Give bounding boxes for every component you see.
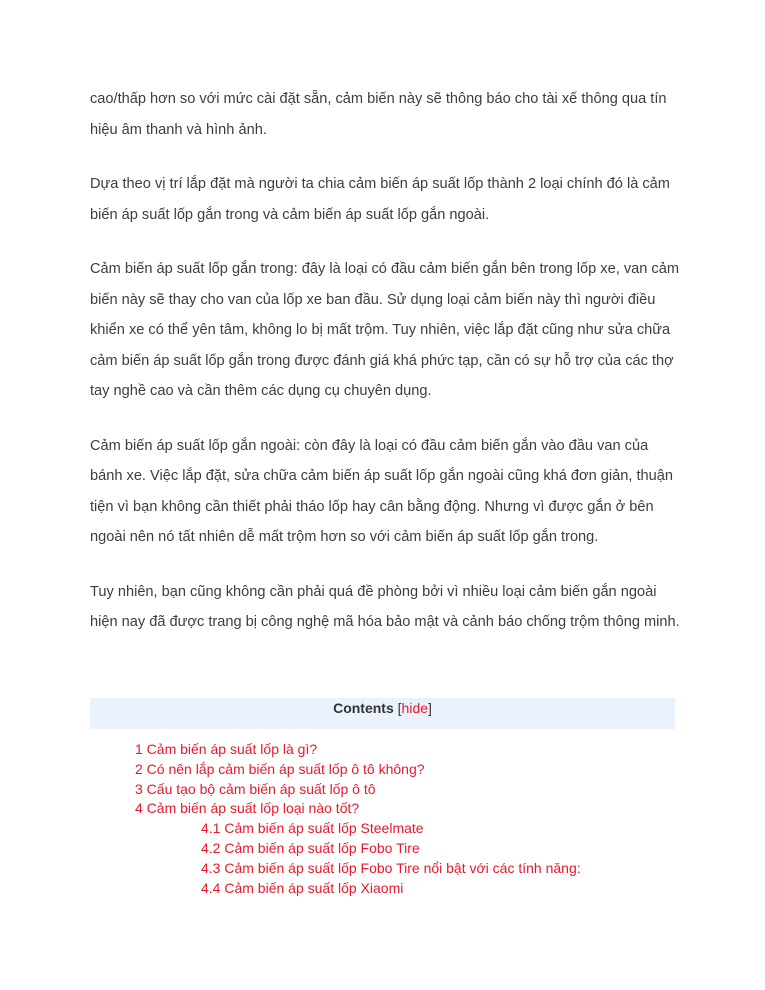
paragraph-external-sensor: Cảm biến áp suất lốp gắn ngoài: còn đây là loại có đầu cảm biến gắn vào đầu van của bánh xe. Việc lắp đặt, sửa chữa cảm biến áp suất lốp gắn ngoài cũng khá đơn giản, thuận tiện vì bạn không cần thiết phải tháo lốp hay cân bằng động. Nhưng vì được gắn ở bên ngoài nên nó tất nhiên dễ mất trộm hơn so với cảm biến áp suất lốp gắn trong. [90, 437, 673, 545]
table-of-contents [90, 698, 675, 896]
toc-link-4-2[interactable]: 4.2 Cảm biến áp suất lốp Fobo Tire [201, 839, 420, 856]
toc-item [135, 839, 581, 859]
toc-list [135, 740, 581, 898]
toc-link-2[interactable]: 2 Có nên lắp cảm biến áp suất lốp ô tô không? [135, 760, 425, 777]
paragraph-security-note: Tuy nhiên, bạn cũng không cần phải quá đề phòng bởi vì nhiều loại cảm biến gắn ngoài hiện nay đã được trang bị công nghệ mã hóa bảo mật và cảnh báo chống trộm thông minh. [90, 583, 680, 630]
toc-link-4-3[interactable]: 4.3 Cảm biến áp suất lốp Fobo Tire nổi bật với các tính năng: [201, 859, 581, 876]
toc-item [135, 780, 581, 800]
toc-title: Contents [333, 700, 394, 716]
toc-item [135, 819, 581, 839]
paragraph-sensor-types: Dựa theo vị trí lắp đặt mà người ta chia cảm biến áp suất lốp thành 2 loại chính đó là cảm biến áp suất lốp gắn trong và cảm biến áp suất lốp gắn ngoài. [90, 176, 670, 223]
toc-bracket-open: [ [397, 700, 402, 716]
toc-item [135, 799, 581, 819]
paragraph-intro-continued: cao/thấp hơn so với mức cài đặt sẵn, cảm biến này sẽ thông báo cho tài xế thông qua tín hiệu âm thanh và hình ảnh. [90, 91, 667, 138]
toc-link-4-1[interactable]: 4.1 Cảm biến áp suất lốp Steelmate [201, 820, 424, 837]
toc-item [135, 859, 581, 879]
toc-item [135, 740, 581, 760]
toc-link-4[interactable]: 4 Cảm biến áp suất lốp loại nào tốt? [135, 800, 360, 817]
toc-item [135, 760, 581, 780]
toc-bracket-close: ] [428, 700, 432, 716]
toc-hide-toggle[interactable]: hide [401, 700, 429, 716]
paragraph-internal-sensor: Cảm biến áp suất lốp gắn trong: đây là loại có đầu cảm biến gắn bên trong lốp xe, van cảm biến này sẽ thay cho van của lốp xe ban đầu. Sử dụng loại cảm biến này thì người điều khiển xe có thể yên tâm, không lo bị mất trộm. Tuy nhiên, việc lắp đặt cũng như sửa chữa cảm biến áp suất lốp gắn trong được đánh giá khá phức tạp, cần có sự hỗ trợ của các thợ tay nghề cao và cần thêm các dụng cụ chuyên dụng. [90, 261, 679, 399]
toc-header [90, 698, 675, 729]
article-body [90, 84, 680, 662]
toc-item [135, 879, 581, 899]
toc-link-3[interactable]: 3 Cấu tạo bộ cảm biến áp suất lốp ô tô [135, 780, 376, 797]
toc-link-1[interactable]: 1 Cảm biến áp suất lốp là gì? [135, 741, 318, 757]
toc-link-4-4[interactable]: 4.4 Cảm biến áp suất lốp Xiaomi [201, 879, 404, 896]
